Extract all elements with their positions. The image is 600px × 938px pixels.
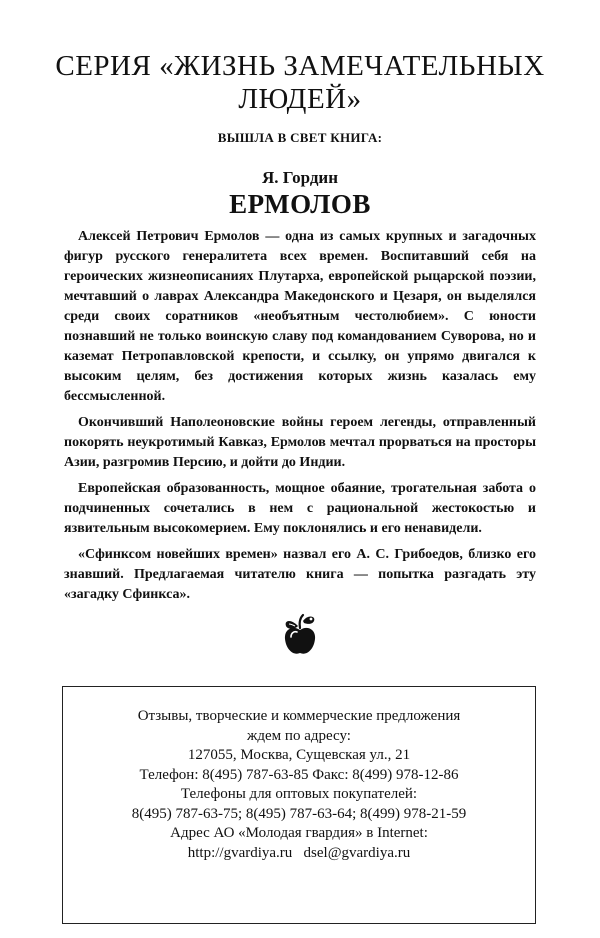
series-title-line2: ЛЮДЕЙ» bbox=[238, 83, 362, 115]
book-title: ЕРМОЛОВ bbox=[229, 189, 371, 219]
info-address: 127055, Москва, Сущевская ул., 21 bbox=[187, 747, 411, 763]
info-line-offers: Отзывы, творческие и коммерческие предложения bbox=[137, 708, 461, 724]
contact-info-box bbox=[62, 686, 536, 924]
info-wholesale-phones: 8(495) 787-63-75; 8(495) 787-63-64; 8(499) 978-21-59 bbox=[131, 805, 467, 822]
apple-leaf-ornament-icon bbox=[280, 612, 320, 658]
website-link[interactable]: http://gvardiya.ru bbox=[187, 844, 293, 861]
info-wholesale-label: Телефоны для оптовых покупателей: bbox=[180, 786, 418, 802]
series-title bbox=[40, 50, 560, 116]
info-internet-label: Адрес АО «Молодая гвардия» в Internet: bbox=[170, 825, 428, 841]
info-phone-fax: Телефон: 8(495) 787-63-85 Факс: 8(499) 978-12-86 bbox=[139, 766, 459, 783]
email-link[interactable]: dsel@gvardiya.ru bbox=[303, 844, 411, 861]
info-line-address-intro: ждем по адресу: bbox=[247, 727, 351, 744]
annotation-paragraph-2: Окончивший Наполеоновские войны героем легенды, отправленный покорять неукротимый Кавказ, Ермолов мечтал прорваться на просторы Азии, разгромив Персию, и дойти до Индии. bbox=[64, 415, 536, 470]
annotation-paragraph-3: Европейская образованность, мощное обаяние, трогательная забота о подчиненных сочетались в нем с рациональной жестокостью и язвительным высокомерием. Ему поклонялись и его ненавидели. bbox=[64, 481, 536, 536]
annotation-paragraph-1: Алексей Петрович Ермолов — одна из самых крупных и загадочных фигур русского генералитета всех времен. Воспитавший себя на героических жизнеописаниях Плутарха, европейской рыцарской поэзии, мечтавший о лаврах Александра Македонского и Цезаря, он выделялся среди своих соратников «необъятным честолюбием». С юности познавший не только воинскую славу под командованием Суворова, но и каземат Петропавловской крепости, и ссылку, он упрямо двигался к высоким целям, без достижения которых жизнь казалась ему бессмысленной. bbox=[64, 229, 536, 404]
published-label: ВЫШЛА В СВЕТ КНИГА: bbox=[217, 130, 383, 145]
book-author: Я. Гордин bbox=[261, 168, 339, 187]
annotation-paragraph-4: «Сфинксом новейших времен» назвал его А. С. Грибоедов, близко его знавший. Предлагаемая читателю книга — попытка разгадать эту «загадку Сфинкса». bbox=[64, 547, 536, 602]
series-title-line1: СЕРИЯ «ЖИЗНЬ ЗАМЕЧАТЕЛЬНЫХ bbox=[55, 50, 545, 82]
info-web-contacts bbox=[63, 844, 535, 864]
book-annotation bbox=[64, 227, 536, 611]
